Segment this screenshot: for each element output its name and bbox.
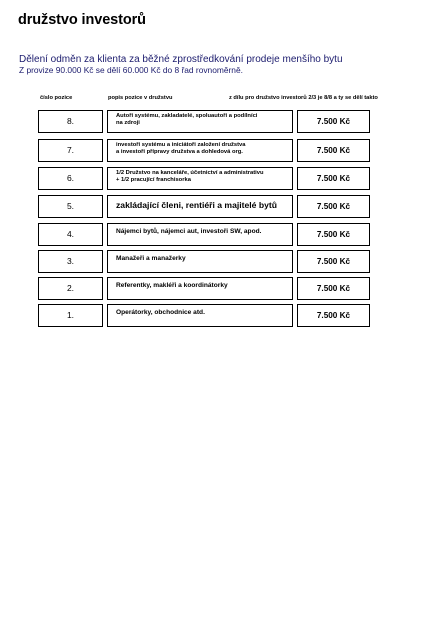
position-description: Referentky, makléři a koordinátorky <box>116 282 228 289</box>
table-row <box>0 139 429 162</box>
position-description: Nájemci bytů, nájemci aut, investoři SW, apod. <box>116 228 262 235</box>
position-number-box <box>38 304 103 327</box>
reward-amount-box <box>297 167 370 190</box>
position-number: 7. <box>66 145 75 155</box>
reward-amount: 7.500 Kč <box>316 311 351 320</box>
column-header-number: číslo pozice <box>40 95 73 101</box>
position-description: Autoři systému, zakladatelé, spoluautoři a podílníci na zdroji <box>116 113 258 126</box>
position-number-box <box>38 167 103 190</box>
position-number: 8. <box>66 116 75 126</box>
position-number-box <box>38 250 103 273</box>
position-description-box <box>107 223 293 246</box>
position-description-box <box>107 277 293 300</box>
position-description-box <box>107 110 293 133</box>
reward-amount: 7.500 Kč <box>316 230 351 239</box>
reward-amount: 7.500 Kč <box>316 257 351 266</box>
reward-amount-box <box>297 110 370 133</box>
position-number-box <box>38 110 103 133</box>
position-number: 4. <box>66 229 75 239</box>
position-number: 2. <box>66 283 75 293</box>
reward-amount: 7.500 Kč <box>316 174 351 183</box>
commission-note: Z provize 90.000 Kč se dělí 60.000 Kč do 8 řad rovnoměrně. <box>19 65 243 75</box>
position-number-box <box>38 223 103 246</box>
reward-amount-box <box>297 304 370 327</box>
position-description-box <box>107 250 293 273</box>
table-row <box>0 195 429 218</box>
reward-amount-box <box>297 277 370 300</box>
reward-amount-box <box>297 139 370 162</box>
position-description: 1/2 Družstvo na kanceláře, účetnictví a administrativu + 1/2 pracující franchisorka <box>116 170 264 183</box>
position-description-box <box>107 167 293 190</box>
position-description-box <box>107 139 293 162</box>
reward-amount-box <box>297 223 370 246</box>
position-number: 6. <box>66 173 75 183</box>
reward-amount-box <box>297 195 370 218</box>
table-row <box>0 110 429 133</box>
position-description: Operátorky, obchodnice atd. <box>116 309 205 316</box>
position-description: Manažeři a manažerky <box>116 255 186 262</box>
position-number: 1. <box>66 310 75 320</box>
reward-amount: 7.500 Kč <box>316 202 351 211</box>
page-subtitle: Dělení odměn za klienta za běžné zprostředkování prodeje menšího bytu <box>19 54 343 65</box>
column-header-description: popis pozice v družstvu <box>108 95 173 101</box>
reward-amount-box <box>297 250 370 273</box>
column-header-share: z dílu pro družstvo investorů 2/3 je 8/8 a ty se dělí takto <box>229 95 378 101</box>
page-title: družstvo investorů <box>18 12 146 28</box>
table-row <box>0 304 429 327</box>
position-description: zakládající členi, rentiéři a majitelé bytů <box>116 200 277 210</box>
position-number-box <box>38 139 103 162</box>
table-row <box>0 223 429 246</box>
reward-amount: 7.500 Kč <box>316 117 351 126</box>
table-row <box>0 277 429 300</box>
position-number-box <box>38 195 103 218</box>
reward-amount: 7.500 Kč <box>316 284 351 293</box>
position-number: 5. <box>66 201 75 211</box>
table-row <box>0 250 429 273</box>
position-number-box <box>38 277 103 300</box>
reward-amount: 7.500 Kč <box>316 146 351 155</box>
position-description: investoři systému a iniciátoři založení družstva a investoři přípravy družstva a dohledová org. <box>116 142 246 155</box>
position-number: 3. <box>66 256 75 266</box>
table-row <box>0 167 429 190</box>
position-description-box <box>107 304 293 327</box>
position-description-box <box>107 195 293 218</box>
